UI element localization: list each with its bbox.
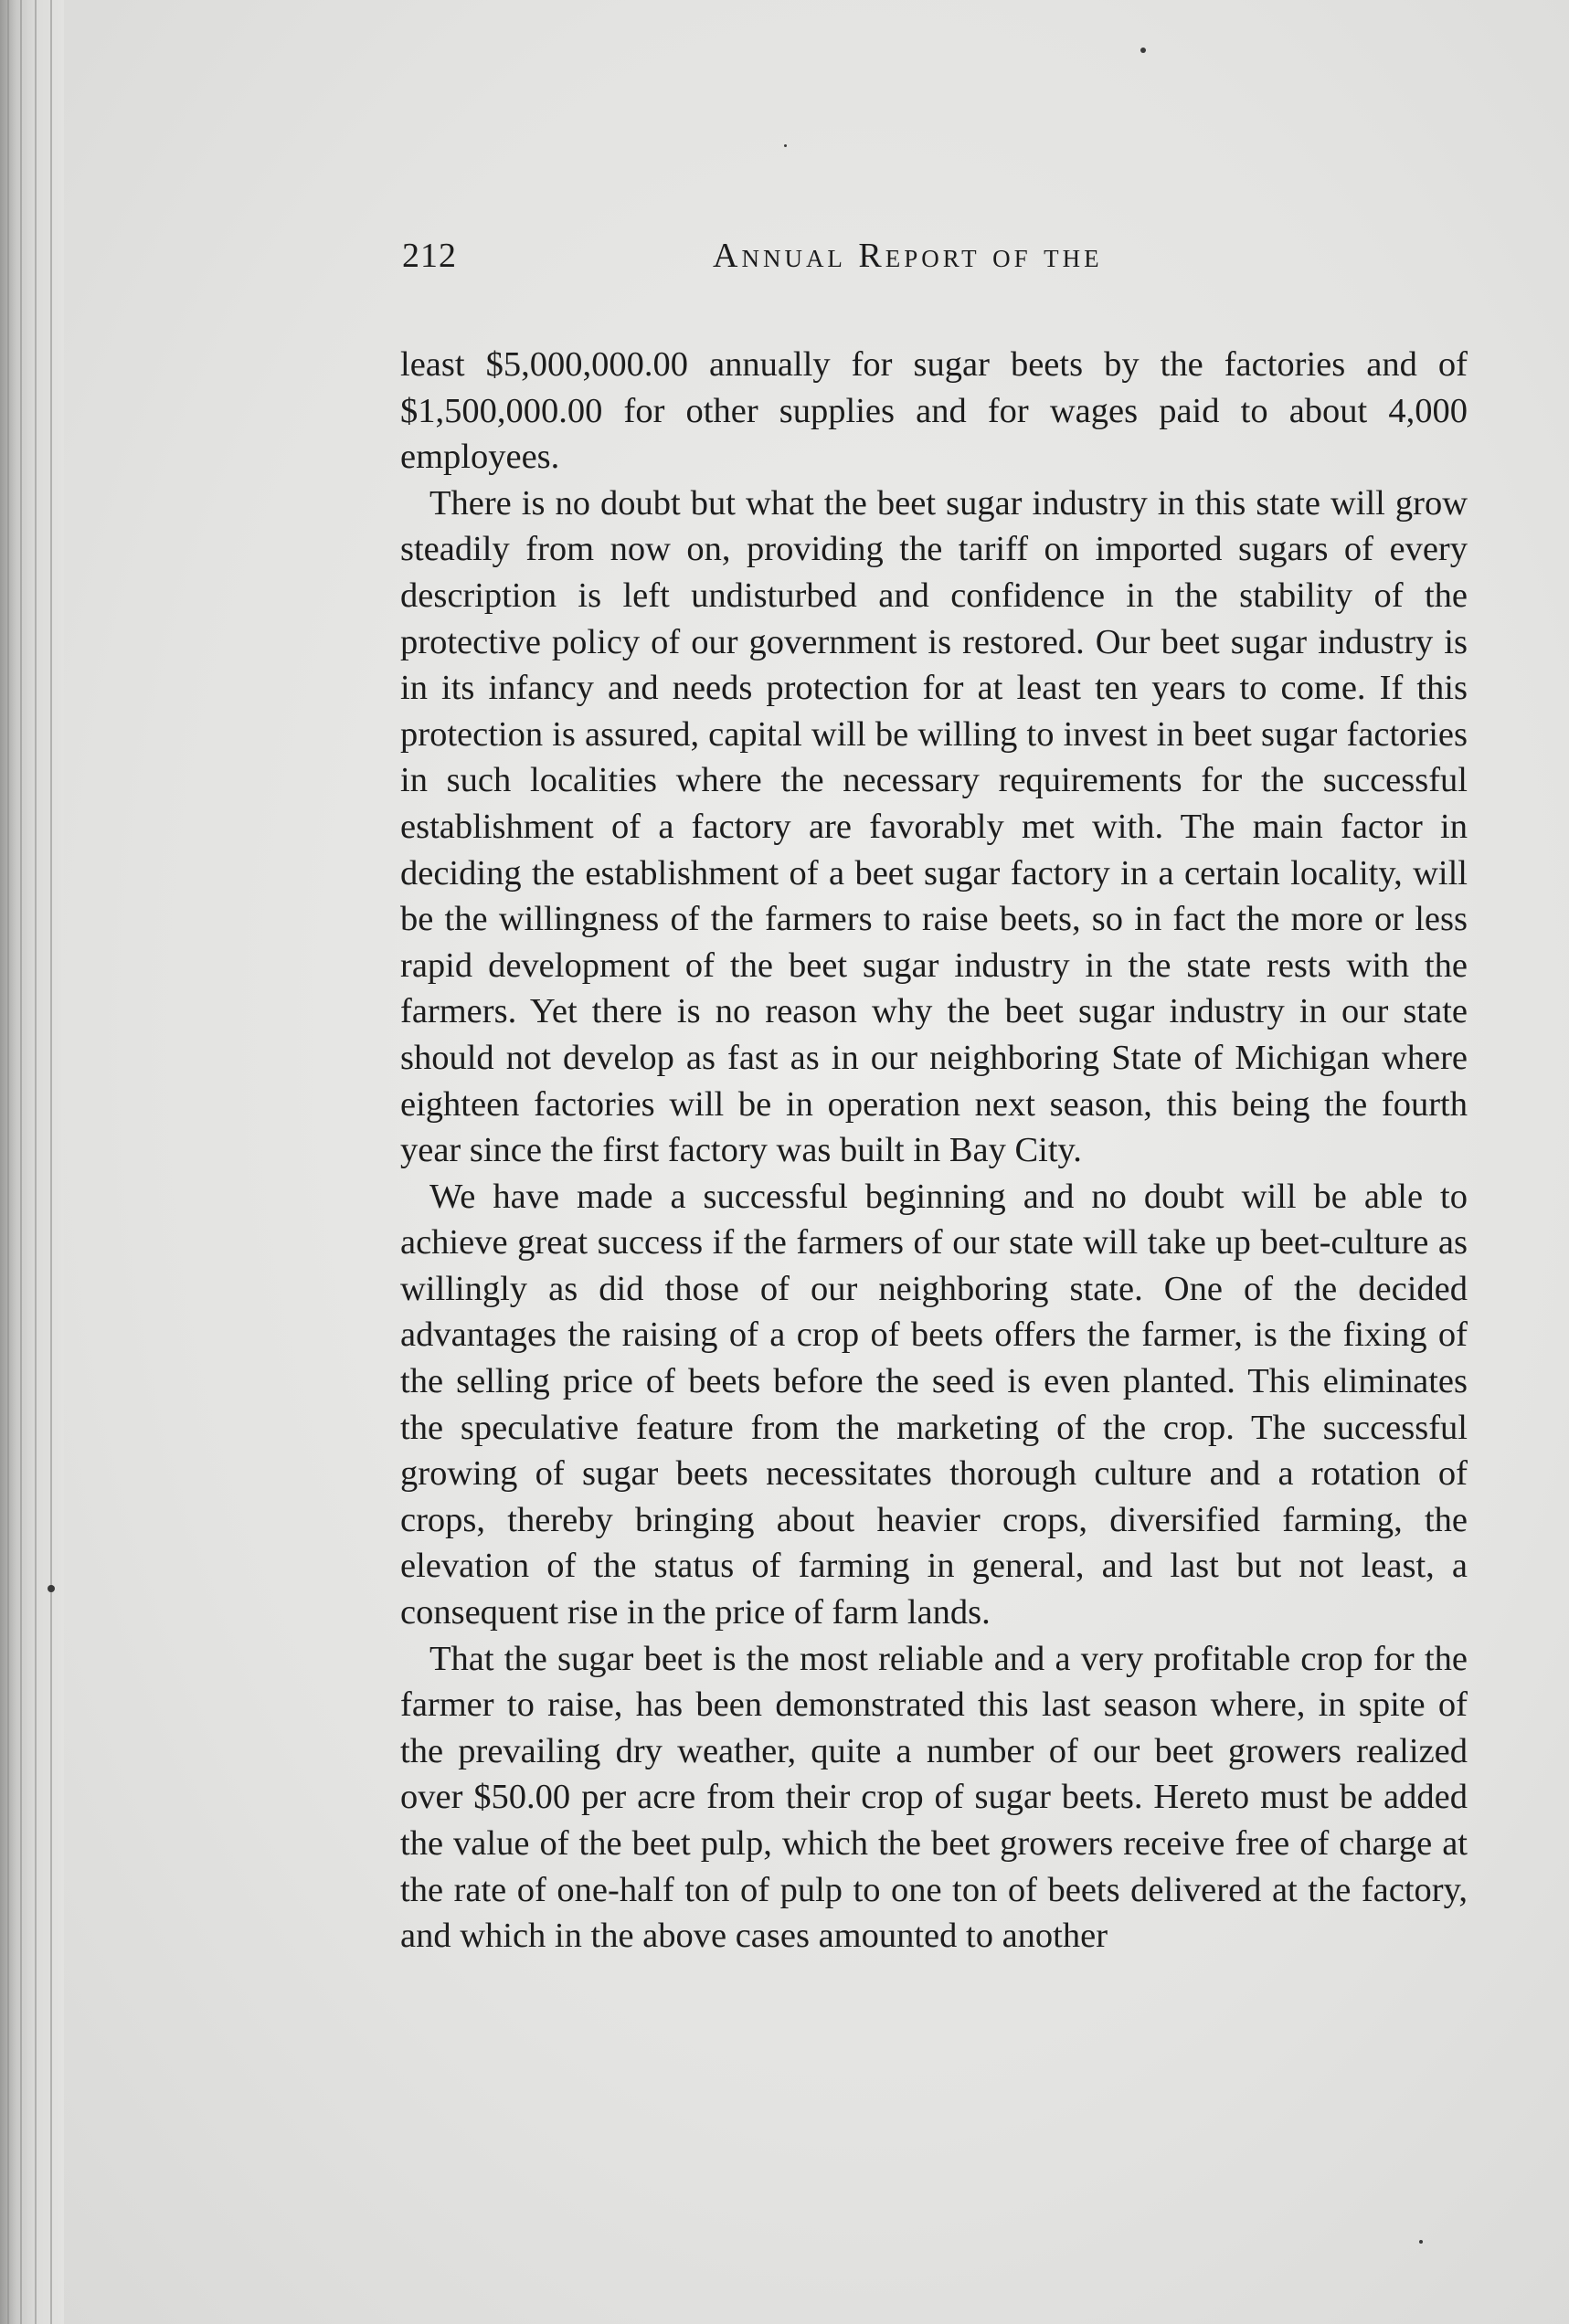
running-title: Annual Report of the bbox=[713, 237, 1103, 275]
page-header bbox=[402, 236, 1453, 290]
page-number: 212 bbox=[402, 237, 457, 275]
paragraph-continuation: least $5,000,000.00 annually for sugar beets by the factories and of $1,500,000.00 for other supplies and for wages paid to about 4,000 employees. bbox=[400, 345, 1468, 477]
ink-speck bbox=[1419, 2240, 1423, 2244]
binding-line bbox=[35, 0, 37, 2324]
ink-speck bbox=[48, 1585, 55, 1592]
binding-line bbox=[7, 0, 9, 2324]
ink-speck bbox=[1140, 48, 1146, 53]
paragraph-successful-beginning: We have made a successful beginning and no doubt will be able to achieve great success if the farmers of our state will take up beet-culture as willingly as did those of our neighboring state. One of the decided advantages the raising of a crop of beets offers the farmer, is the fixing of the selling price of beets before the seed is even planted. This eliminates the speculative feature from the marketing of the crop. The successful growing of sugar beets necessitates thorough culture and a rotation of crops, thereby bringing about heavier crops, diversified farming, the elevation of the status of farming in general, and last but not least, a consequent rise in the price of farm lands. bbox=[400, 1177, 1468, 1632]
paragraph-beet-sugar-industry: There is no doubt but what the beet sugar industry in this state will grow steadily from now on, providing the tariff on imported sugars of every description is left undisturbed and confidence in the stability of the protective policy of our government is restored. Our beet sugar industry is in its infancy and needs protection for at least ten years to come. If this protection is assured, capital will be willing to invest in beet sugar factories in such localities where the necessary requirements for the successful establishment of a factory are favorably met with. The main factor in deciding the establishment of a beet sugar factory in a certain locality, will be the willingness of the farmers to raise beets, so in fact the more or less rapid development of the beet sugar industry in the state rests with the farmers. Yet there is no reason why the beet sugar industry in our state should not develop as fast as in our neighboring State of Michigan where eighteen factories will be in operation next season, this being the fourth year since the first factory was built in Bay City. bbox=[400, 483, 1468, 1170]
ink-speck bbox=[784, 144, 787, 147]
binding-line bbox=[50, 0, 52, 2324]
book-binding-edge bbox=[0, 0, 64, 2324]
binding-line bbox=[20, 0, 22, 2324]
paragraph-profitable-crop: That the sugar beet is the most reliable and a very profitable crop for the farmer to raise, has been demonstrated this last season where, in spite of the prevailing dry weather, quite a number of our beet growers realized over $50.00 per acre from their crop of sugar beets. Hereto must be added the value of the beet pulp, which the beet growers receive free of charge at the rate of one-half ton of pulp to one ton of beets delivered at the factory, and which in the above cases amounted to another bbox=[400, 1639, 1468, 1956]
body-text bbox=[400, 342, 1468, 1960]
